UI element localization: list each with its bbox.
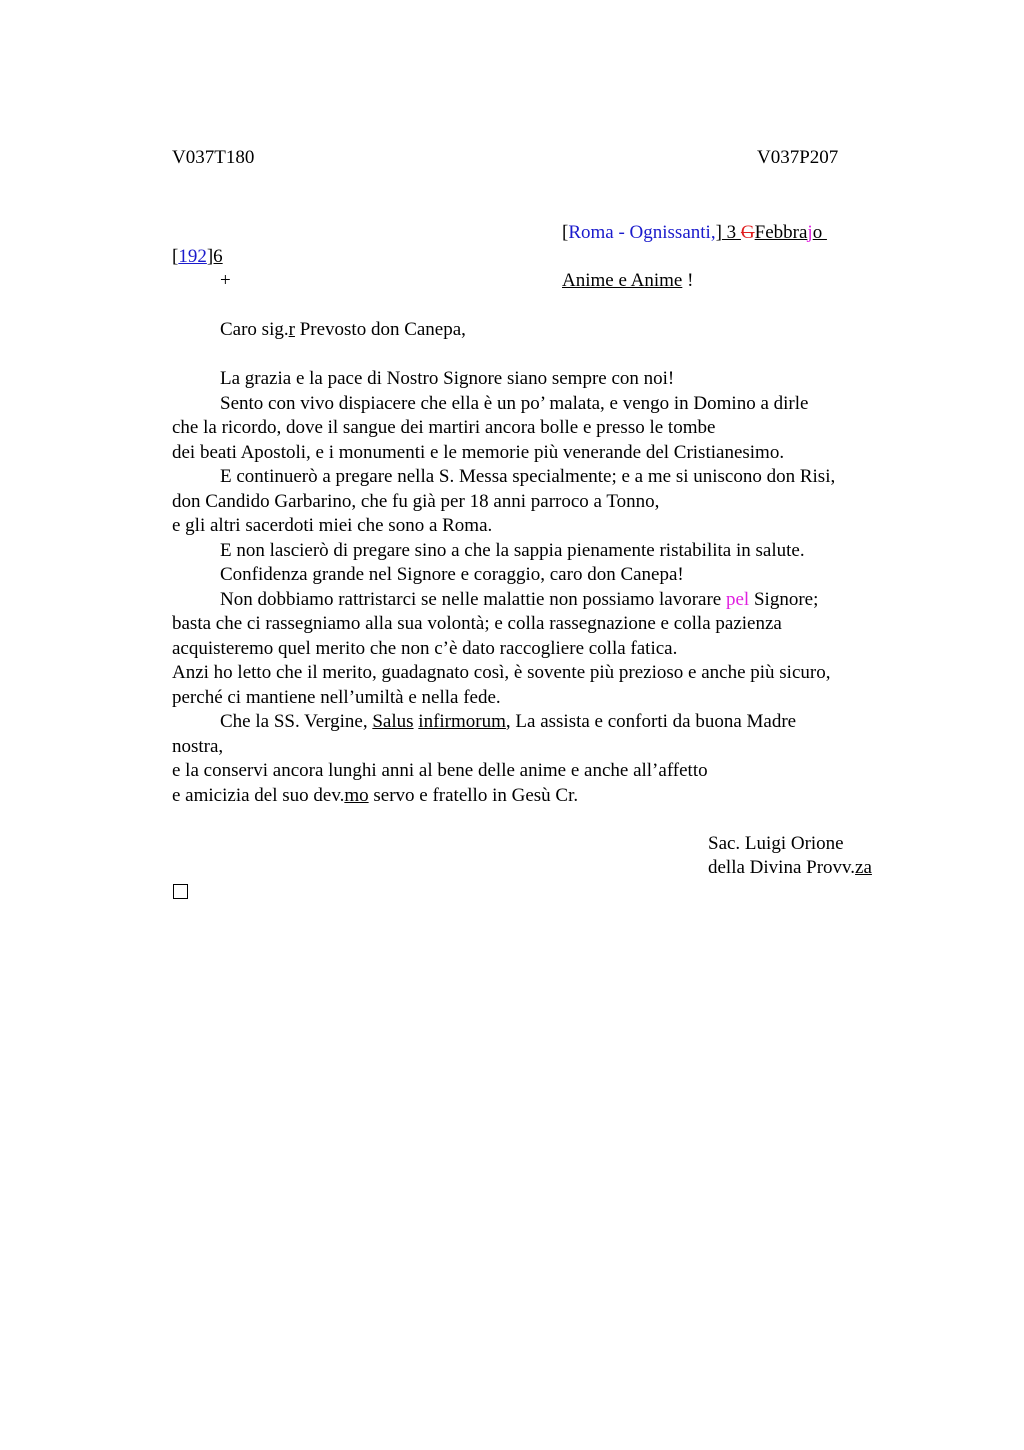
end-box-icon	[173, 884, 188, 899]
month-part-a: Febbra	[754, 222, 808, 243]
underlined-salus: Salus	[372, 711, 414, 732]
bracket-open: [	[562, 222, 569, 243]
line-part: e amicizia del suo dev.	[172, 784, 345, 806]
underlined-mo: mo	[344, 784, 369, 806]
body-line: E non lascierò di pregare sino a che la sappia pienamente ristabilita in salute.	[220, 539, 805, 561]
dateline	[562, 221, 827, 245]
salutation	[220, 318, 466, 342]
year-inserted: 192	[178, 246, 207, 267]
body-line: dei beati Apostoli, e i monumenti e le memorie più venerande del Cristianesimo.	[172, 441, 785, 463]
salutation-b: Prevosto don Canepa,	[294, 319, 466, 340]
body-line: La grazia e la pace di Nostro Signore siano sempre con noi!	[220, 368, 675, 389]
signature-part: della Divina Provv.	[708, 857, 856, 878]
body-line: basta che ci rassegniamo alla sua volontà; e colla rassegnazione e colla pazienza	[172, 613, 782, 634]
body-line: e la conservi ancora lunghi anni al bene delle anime e anche all’affetto	[172, 760, 708, 781]
line-part: , La assista e conforti da buona Madre	[505, 711, 797, 732]
body-line	[172, 588, 892, 613]
signature-line-1: Sac. Luigi Orione	[708, 833, 844, 854]
body-line: perché ci mantiene nell’umiltà e nella fede.	[172, 686, 501, 708]
body-line: Anzi ho letto che il merito, guadagnato così, è sovente più prezioso e anche più sicuro,	[172, 662, 831, 683]
motto	[562, 269, 693, 293]
place-name: Roma - Ognissanti,	[568, 222, 716, 243]
deleted-letter: G	[740, 222, 755, 243]
body-line: nostra,	[172, 735, 224, 757]
salutation-r: r	[288, 319, 295, 340]
date-day: 3	[721, 222, 741, 243]
body-line: don Candido Garbarino, che fu già per 18 anni parroco a Tonno,	[172, 490, 660, 512]
body-line: E continuerò a pregare nella S. Messa specialmente; e a me si uniscono don Risi,	[220, 466, 836, 487]
date-year	[172, 245, 223, 269]
volume-code-left: V037T180	[172, 147, 255, 168]
month-part-b: o	[812, 222, 827, 243]
body-line	[172, 784, 892, 809]
body-line: che la ricordo, dove il sangue dei martiri ancora bolle e presso le tombe	[172, 417, 716, 438]
body-line: Confidenza grande nel Signore e coraggio, caro don Canepa!	[220, 564, 684, 585]
year-bracket-close: ]6	[206, 246, 223, 267]
line-part: servo e fratello in Gesù Cr.	[368, 784, 579, 806]
cross-symbol: +	[220, 270, 231, 291]
line-part: Signore;	[749, 588, 819, 610]
body-line: acquisteremo quel merito che non c’è dato raccogliere colla fatica.	[172, 637, 678, 659]
signature-za: za	[855, 857, 872, 878]
body-line: Sento con vivo dispiacere che ella è un po’ malata, e vengo in Domino a dirle	[220, 392, 809, 414]
body-line: e gli altri sacerdoti miei che sono a Roma.	[172, 515, 493, 536]
signature-line-2	[708, 856, 872, 880]
line-part: Che la SS. Vergine,	[220, 711, 373, 732]
motto-underlined: Anime e Anime	[562, 270, 683, 291]
volume-code-right: V037P207	[757, 147, 839, 168]
letter-body	[172, 367, 892, 808]
year-bracket-open: [	[172, 246, 179, 267]
bracket-close: ]	[715, 222, 722, 243]
inserted-word-pel: pel	[726, 588, 750, 610]
line-part: Non dobbiamo rattristarci se nelle malattie non possiamo lavorare	[220, 588, 726, 610]
month-letter-j: j	[807, 222, 813, 243]
body-line	[172, 710, 892, 735]
salutation-a: Caro sig.	[220, 319, 289, 340]
motto-rest: !	[682, 270, 694, 291]
underlined-infirmorum: infirmorum	[418, 711, 506, 732]
